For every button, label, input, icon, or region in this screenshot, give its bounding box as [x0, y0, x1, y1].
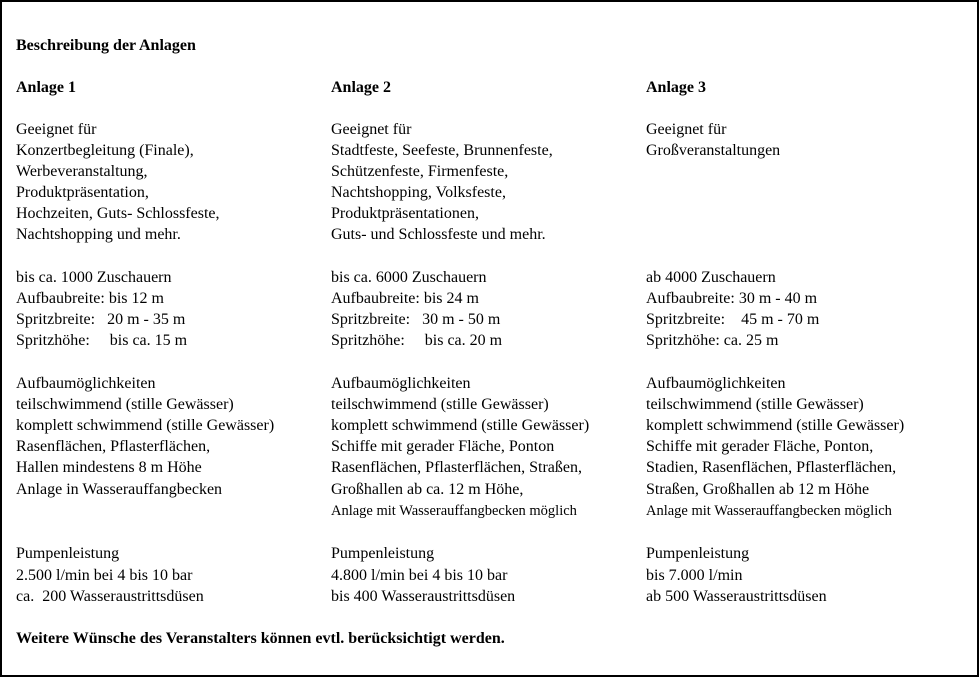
- anlage-3-setup-line: komplett schwimmend (stille Gewässer): [646, 417, 905, 434]
- anlage-2-heading: Anlage 2: [331, 79, 391, 96]
- anlage-3-spec-line: Spritzhöhe: ca. 25 m: [646, 332, 779, 349]
- anlage-1-setup-line: komplett schwimmend (stille Gewässer): [16, 417, 275, 434]
- anlage-2-pump-line: Pumpenleistung: [331, 545, 435, 562]
- anlage-2-spec-line: Aufbaubreite: bis 24 m: [331, 290, 479, 307]
- anlage-1-suitability-line: Geeignet für: [16, 121, 97, 138]
- anlage-1-setup-line: Anlage in Wasserauffangbecken: [16, 481, 223, 498]
- anlage-2-setup-line: teilschwimmend (stille Gewässer): [331, 396, 549, 413]
- anlage-3-setup-line: teilschwimmend (stille Gewässer): [646, 396, 864, 413]
- anlage-1-setup-line: Aufbaumöglichkeiten: [16, 375, 156, 392]
- anlage-3-heading: Anlage 3: [646, 79, 706, 96]
- anlage-2-setup-line: Rasenflächen, Pflasterflächen, Straßen,: [331, 459, 583, 476]
- anlage-1-pump-line: 2.500 l/min bei 4 bis 10 bar: [16, 567, 193, 584]
- anlage-2-setup-line: komplett schwimmend (stille Gewässer): [331, 417, 590, 434]
- anlage-1-pump-line: ca. 200 Wasseraustrittsdüsen: [16, 588, 204, 605]
- anlage-2-spec-line: Spritzbreite: 30 m - 50 m: [331, 311, 501, 328]
- anlage-2-setup-line: Aufbaumöglichkeiten: [331, 375, 471, 392]
- anlage-1-setup-line: teilschwimmend (stille Gewässer): [16, 396, 234, 413]
- anlage-3-spec-line: Spritzbreite: 45 m - 70 m: [646, 311, 820, 328]
- anlage-3-setup-line: Schiffe mit gerader Fläche, Ponton,: [646, 438, 874, 455]
- anlage-1-spec-line: bis ca. 1000 Zuschauern: [16, 269, 172, 286]
- anlage-2-suitability-line: Stadtfeste, Seefeste, Brunnenfeste,: [331, 142, 553, 159]
- document-title: Beschreibung der Anlagen: [16, 37, 196, 54]
- anlage-3-setup-line: Aufbaumöglichkeiten: [646, 375, 786, 392]
- anlage-2-spec-line: Spritzhöhe: bis ca. 20 m: [331, 332, 503, 349]
- anlage-1-setup-line: Rasenflächen, Pflasterflächen,: [16, 438, 211, 455]
- anlage-1-pump-line: Pumpenleistung: [16, 545, 120, 562]
- anlage-1-suitability-line: Konzertbegleitung (Finale),: [16, 142, 194, 159]
- anlage-1-suitability-line: Produktpräsentation,: [16, 184, 149, 201]
- anlage-2-setup-line: Großhallen ab ca. 12 m Höhe,: [331, 481, 524, 498]
- anlage-1-heading: Anlage 1: [16, 79, 76, 96]
- anlage-2-pump-line: bis 400 Wasseraustrittsdüsen: [331, 588, 516, 605]
- anlage-2-setup-note: Anlage mit Wasserauffangbecken möglich: [331, 503, 577, 519]
- anlage-1-spec-line: Aufbaubreite: bis 12 m: [16, 290, 164, 307]
- anlage-1-suitability-line: Nachtshopping und mehr.: [16, 226, 181, 243]
- anlage-3-setup-line: Stadien, Rasenflächen, Pflasterflächen,: [646, 459, 897, 476]
- anlage-3-pump-line: bis 7.000 l/min: [646, 567, 743, 584]
- anlage-2-setup-line: Schiffe mit gerader Fläche, Ponton: [331, 438, 555, 455]
- anlage-3-pump-line: Pumpenleistung: [646, 545, 750, 562]
- anlage-1-suitability-line: Hochzeiten, Guts- Schlossfeste,: [16, 205, 220, 222]
- anlage-3-spec-line: Aufbaubreite: 30 m - 40 m: [646, 290, 818, 307]
- anlage-2-suitability-line: Produktpräsentationen,: [331, 205, 479, 222]
- anlage-3-suitability-line: Großveranstaltungen: [646, 142, 781, 159]
- anlage-2-suitability-line: Schützenfeste, Firmenfeste,: [331, 163, 509, 180]
- anlage-1-suitability-line: Werbeveranstaltung,: [16, 163, 148, 180]
- anlage-3-setup-line: Straßen, Großhallen ab 12 m Höhe: [646, 481, 870, 498]
- document-footer: Weitere Wünsche des Veranstalters können evtl. berücksichtigt werden.: [16, 630, 505, 647]
- anlage-3-spec-line: ab 4000 Zuschauern: [646, 269, 776, 286]
- anlage-3-suitability-line: Geeignet für: [646, 121, 727, 138]
- anlage-2-pump-line: 4.800 l/min bei 4 bis 10 bar: [331, 567, 508, 584]
- anlage-2-suitability-line: Geeignet für: [331, 121, 412, 138]
- anlage-2-suitability-line: Guts- und Schlossfeste und mehr.: [331, 226, 546, 243]
- anlage-3-pump-line: ab 500 Wasseraustrittsdüsen: [646, 588, 827, 605]
- anlage-3-setup-note: Anlage mit Wasserauffangbecken möglich: [646, 503, 892, 519]
- anlage-1-setup-line: Hallen mindestens 8 m Höhe: [16, 459, 202, 476]
- anlage-2-spec-line: bis ca. 6000 Zuschauern: [331, 269, 487, 286]
- anlage-1-spec-line: Spritzhöhe: bis ca. 15 m: [16, 332, 188, 349]
- anlage-2-suitability-line: Nachtshopping, Volksfeste,: [331, 184, 506, 201]
- anlage-1-spec-line: Spritzbreite: 20 m - 35 m: [16, 311, 186, 328]
